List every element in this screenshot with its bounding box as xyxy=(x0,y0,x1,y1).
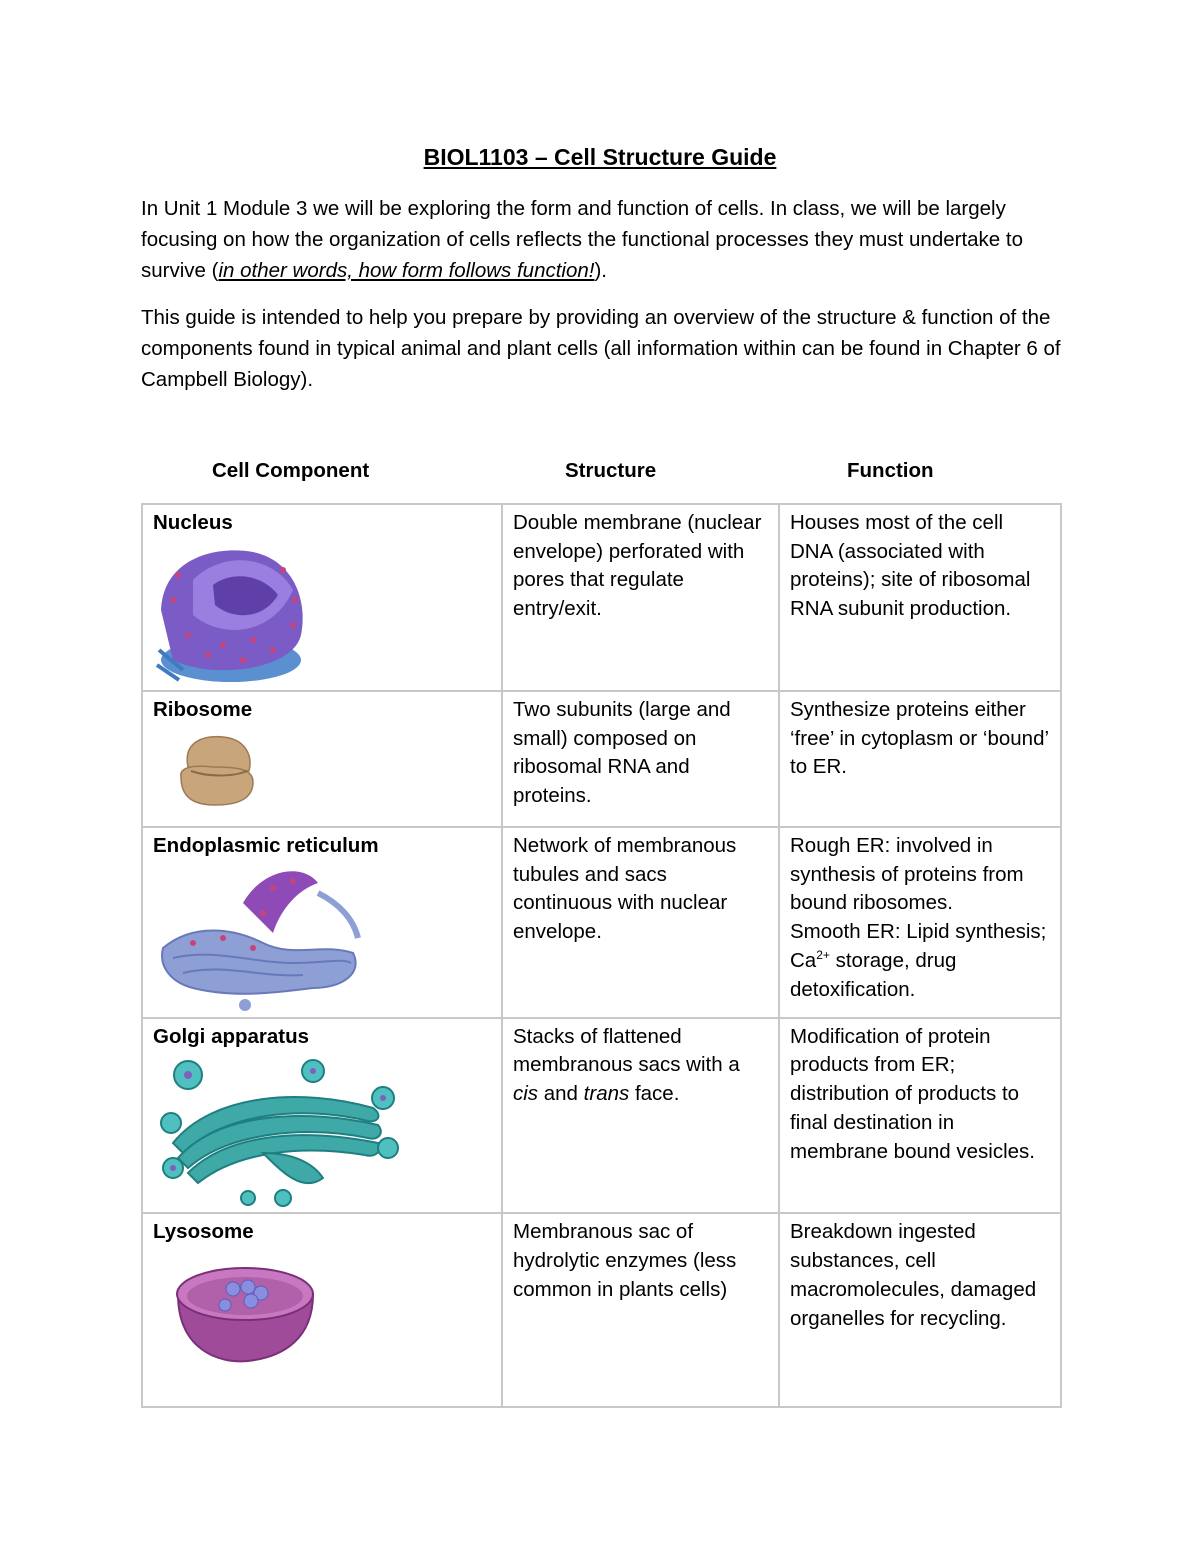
column-header-structure: Structure xyxy=(565,459,657,482)
lysosome-illustration xyxy=(153,1249,323,1369)
component-cell xyxy=(142,504,502,691)
component-name: Endoplasmic reticulum xyxy=(153,834,379,857)
and-text: and xyxy=(538,1082,584,1106)
component-name: Nucleus xyxy=(153,511,233,534)
component-cell xyxy=(142,1213,502,1407)
smooth-er-function-end: storage, drug detoxification. xyxy=(790,948,957,1001)
trans-term: trans xyxy=(583,1082,630,1106)
golgi-structure-text: Stacks of flattened membranous sacs with a xyxy=(513,1024,740,1077)
intro-text-end: ). xyxy=(594,259,607,282)
column-header-function: Function xyxy=(847,459,934,482)
table-row xyxy=(142,1213,1061,1407)
column-header-component: Cell Component xyxy=(212,459,370,482)
ribosome-illustration xyxy=(153,727,273,812)
nucleus-illustration xyxy=(153,540,313,685)
structure-cell: Double membrane (nuclear envelope) perforated with pores that regulate entry/exit. xyxy=(502,504,779,691)
page-title: BIOL1103 – Cell Structure Guide xyxy=(423,144,777,170)
structure-cell: Two subunits (large and small) composed on ribosomal RNA and proteins. xyxy=(502,691,779,827)
component-cell xyxy=(142,1018,502,1214)
smooth-er-function: Smooth ER: Lipid synthesis; Ca xyxy=(790,920,1047,972)
structure-cell xyxy=(502,1018,779,1214)
table-row xyxy=(142,1018,1061,1214)
rough-er-function: Rough ER: involved in synthesis of proteins from bound ribosomes. xyxy=(790,834,1024,915)
table-row xyxy=(142,504,1061,691)
structure-cell: Network of membranous tubules and sacs continuous with nuclear envelope. xyxy=(502,827,779,1018)
component-name: Ribosome xyxy=(153,698,253,721)
endoplasmic-reticulum-illustration xyxy=(153,863,373,1013)
structure-cell: Membranous sac of hydrolytic enzymes (less common in plants cells) xyxy=(502,1213,779,1407)
table-row xyxy=(142,827,1061,1018)
emphasis-phrase: in other words, how form follows function! xyxy=(218,259,595,282)
cell-structure-table xyxy=(141,503,1062,1408)
function-cell: Breakdown ingested substances, cell macromolecules, damaged organelles for recycling. xyxy=(779,1213,1061,1407)
golgi-structure-end: face. xyxy=(629,1082,680,1106)
component-name: Golgi apparatus xyxy=(153,1024,310,1048)
golgi-apparatus-illustration xyxy=(153,1053,403,1208)
cis-term: cis xyxy=(513,1082,539,1106)
function-cell: Houses most of the cell DNA (associated with proteins); site of ribosomal RNA subunit production. xyxy=(779,504,1061,691)
component-name: Lysosome xyxy=(153,1220,254,1244)
intro-text: In Unit 1 Module 3 we will be exploring the form and function of cells. In class, we will be largely focusing on how the organization of cells reflects the functional processes they must undertake to survive ( xyxy=(141,197,1024,282)
superscript-charge: 2+ xyxy=(816,947,830,962)
function-cell: Modification of protein products from ER; distribution of products to final destination in membrane bound vesicles. xyxy=(779,1018,1061,1214)
intro-paragraph-1 xyxy=(141,193,1061,286)
component-cell xyxy=(142,691,502,827)
function-cell: Synthesize proteins either ‘free’ in cytoplasm or ‘bound’ to ER. xyxy=(779,691,1061,827)
table-row xyxy=(142,691,1061,827)
intro-paragraph-2: This guide is intended to help you prepare by providing an overview of the structure & function of the components found in typical animal and plant cells (all information within can be found in Chapter 6 of Campbell Biology). xyxy=(141,306,1061,391)
component-cell xyxy=(142,827,502,1018)
function-cell xyxy=(779,827,1061,1018)
